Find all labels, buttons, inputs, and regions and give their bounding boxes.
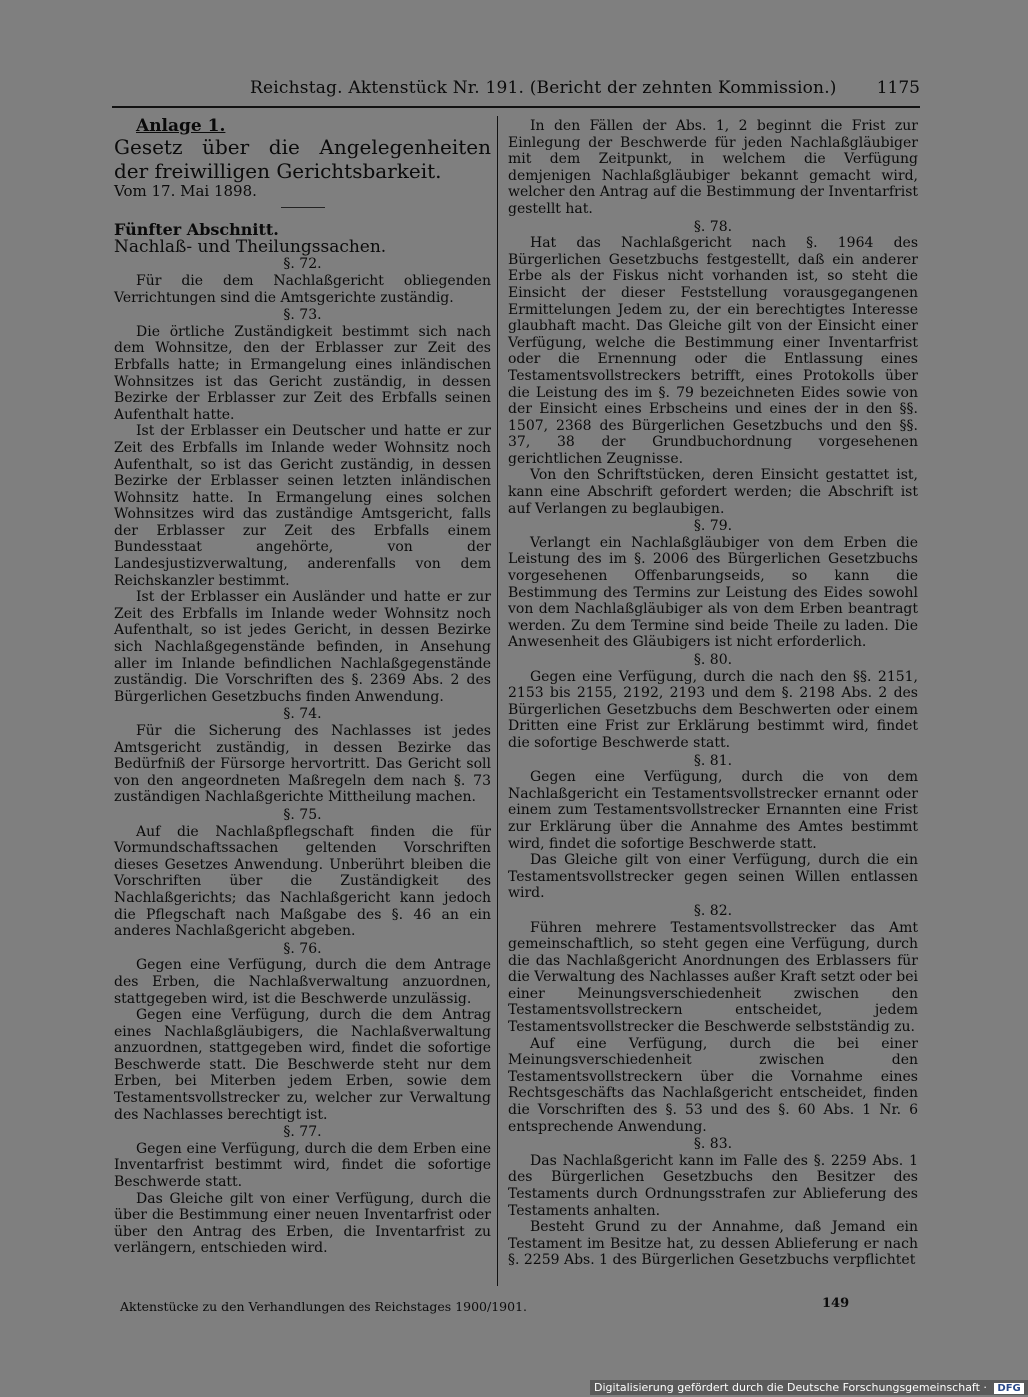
title-separator — [281, 207, 325, 208]
paragraph-82-heading: §. 82. — [693, 902, 733, 919]
paragraph-77-text-2: Das Gleiche gilt von einer Verfügung, durch die über die Bestimmung einer neuen Inventarfrist oder über den Antrag des Erben, die Inventarfrist zu verlängern, entschieden wird. — [114, 1190, 491, 1257]
law-date: Vom 17. Mai 1898. — [114, 181, 257, 200]
paragraph-82-text-1: Führen mehrere Testamentsvollstrecker das Amt gemeinschaftlich, so steht gegen eine Verfügung, durch die das Nachlaßgericht Anordnungen des Erblassers für die Verwaltung des Nachlasses außer Kraft setzt oder bei einer Meinungsverschiedenheit zwischen den Testamentsvollstreckern entscheidet, jedem Testamentsvollstrecker die Beschwerde selbstständig zu. — [508, 919, 918, 1036]
paragraph-80-text: Gegen eine Verfügung, durch die nach den §§. 2151, 2153 bis 2155, 2192, 2193 und dem §. 2198 Abs. 2 des Bürgerlichen Gesetzbuchs dem Beschwerten oder einem Dritten eine Frist zur Erklärung bestimmt wird, findet die sofortige Beschwerde statt. — [508, 668, 918, 751]
dfg-logo[interactable]: DFG — [994, 1383, 1023, 1394]
paragraph-72-heading: §. 72. — [283, 256, 322, 273]
paragraph-73-heading: §. 73. — [283, 307, 322, 324]
paragraph-75-text: Auf die Nachlaßpflegschaft finden die für Vormundschaftssachen geltenden Vorschriften dieses Gesetzes Anwendung. Unberührt bleiben die Vorschriften über die Zuständigkeit des Nachlaßgerichts; das Nachlaßgericht kann jedoch die Pflegschaft nach Maßgabe des §. 46 an ein anderes Nachlaßgericht abgeben. — [114, 823, 491, 940]
anlage-heading: Anlage 1. — [136, 116, 226, 136]
paragraph-79-text: Verlangt ein Nachlaßgläubiger von dem Erben die Leistung des im §. 2006 des Bürgerlichen Gesetzbuchs vorgesehenen Offenbarungseids, so kann die Bestimmung des Termins zur Leistung des Eides sowohl von dem Nachlaßgläubiger als von dem Erben beantragt werden. Zu dem Termine sind beide Theile zu laden. Die Anwesenheit des Gläubigers ist nicht erforderlich. — [508, 534, 918, 651]
paragraph-75-heading: §. 75. — [283, 806, 322, 823]
paragraph-76-heading: §. 76. — [283, 940, 322, 957]
paragraph-73-text-1: Die örtliche Zuständigkeit bestimmt sich nach dem Wohnsitze, den der Erblasser zur Zeit des Erbfalls hatte; in Ermangelung eines inländischen Wohnsitzes ist das Gericht zuständig, in dessen Bezirke der Erblasser zur Zeit des Erbfalls seinen Aufenthalt hatte. — [114, 323, 491, 423]
paragraph-73-text-2: Ist der Erblasser ein Deutscher und hatte er zur Zeit des Erbfalls im Inlande weder Wohnsitz noch Aufenthalt, so ist das Gericht zuständig, in dessen Bezirke der Erblasser seinen letzten inländischen Wohnsitz hatte. In Ermangelung eines solchen Wohnsitzes wird das zuständige Amtsgericht, falls der Erblasser zur Zeit des Erbfalls einem Bundesstaat angehörte, von der Landesjustizverwaltung, anderenfalls von dem Reichskanzler bestimmt. — [114, 423, 491, 589]
header-page-number: 1175 — [876, 78, 920, 98]
paragraph-78-heading: §. 78. — [693, 218, 733, 235]
paragraph-79-heading: §. 79. — [693, 518, 733, 535]
page-header — [110, 78, 920, 104]
header-title: Reichstag. Aktenstück Nr. 191. (Bericht der zehnten Kommission.) — [250, 78, 837, 98]
paragraph-74-text: Für die Sicherung des Nachlasses ist jedes Amtsgericht zuständig, in dessen Bezirke das Bedürfniß der Fürsorge hervortritt. Das Gericht soll von den angeordneten Maßregeln dem nach §. 73 zuständigen Nachlaßgerichte Mittheilung machen. — [114, 723, 491, 806]
paragraph-83-text-1: Das Nachlaßgericht kann im Falle des §. 2259 Abs. 1 des Bürgerlichen Gesetzbuchs den Besitzer des Testaments durch Ordnungsstrafen zur Ablieferung des Testaments anhalten. — [508, 1152, 918, 1219]
paragraph-77-heading: §. 77. — [283, 1124, 322, 1141]
paragraph-82-text-2: Auf eine Verfügung, durch die bei einer Meinungsverschiedenheit zwischen den Testamentsvollstreckern über die Vornahme eines Rechtsgeschäfts das Nachlaßgericht entscheidet, finden die Vorschriften des §. 53 und des §. 60 Abs. 1 Nr. 6 entsprechende Anwendung. — [508, 1035, 918, 1135]
section-subheading: Nachlaß- und Theilungssachen. — [114, 236, 387, 257]
paragraph-74-heading: §. 74. — [283, 706, 322, 723]
paragraph-83-heading: §. 83. — [693, 1136, 733, 1153]
column-divider — [497, 116, 498, 1286]
paragraph-76-text-1: Gegen eine Verfügung, durch die dem Antrage des Erben, die Nachlaßverwaltung anzuordnen, stattgegeben wird, ist die Beschwerde unzulässig. — [114, 957, 491, 1007]
paragraph-78-text-1: Hat das Nachlaßgericht nach §. 1964 des Bürgerlichen Gesetzbuchs festgestellt, daß ein anderer Erbe als der Fiskus nicht vorhanden ist, so steht die Einsicht der dieser Feststellung vorausgegangenen Ermittelungen Jedem zu, der ein berechtigtes Interesse glaubhaft macht. Das Gleiche gilt von der Einsicht einer Verfügung, welche die Bestimmung einer Inventarfrist oder die Ernennung oder die Entlassung eines Testamentsvollstreckers betrifft, eines Protokolls über die Leistung des im §. 79 bezeichneten Eides sowie von der Einsicht eines Erbscheins und eines der in den §§. 1507, 2368 des Bürgerlichen Gesetzbuchs und den §§. 37, 38 der Grundbuchordnung vorgesehenen gerichtlichen Zeugnisse. — [508, 235, 918, 467]
paragraph-73-text-3: Ist der Erblasser ein Ausländer und hatte er zur Zeit des Erbfalls im Inlande weder Wohnsitz noch Aufenthalt, so ist jedes Gericht, in dessen Bezirke sich Nachlaßgegenstände befinden, in Ansehung aller im Inlande befindlichen Nachlaßgegenstände zuständig. Die Vorschriften des §. 2369 Abs. 2 des Bürgerlichen Gesetzbuchs finden Anwendung. — [114, 589, 491, 705]
paragraph-77-text-1: Gegen eine Verfügung, durch die dem Erben eine Inventarfrist bestimmt wird, findet die sofortige Beschwerde statt. — [114, 1140, 491, 1191]
paragraph-72-text: Für die dem Nachlaßgericht obliegenden Verrichtungen sind die Amtsgerichte zuständig. — [114, 272, 491, 306]
paragraph-78-text-2: Von den Schriftstücken, deren Einsicht gestattet ist, kann eine Abschrift gefordert werden; die Abschrift ist auf Verlangen zu beglaubigen. — [508, 467, 918, 517]
paragraph-81-text-1: Gegen eine Verfügung, durch die von dem Nachlaßgericht ein Testamentsvollstrecker ernannt oder einem zum Testamentsvollstrecker Ernannten eine Frist zur Erklärung über die Annahme des Amtes bestimmt wird, findet die sofortige Beschwerde statt. — [508, 769, 918, 852]
paragraph-83-text-2: Besteht Grund zu der Annahme, daß Jemand ein Testament im Besitze hat, zu dessen Ablieferung er nach §. 2259 Abs. 1 des Bürgerlichen Gesetzbuchs verpflichtet — [508, 1219, 918, 1269]
paragraph-81-text-2: Das Gleiche gilt von einer Verfügung, durch die ein Testamentsvollstrecker gegen seinen Willen entlassen wird. — [508, 852, 918, 902]
paragraph-76-text-2: Gegen eine Verfügung, durch die dem Antrag eines Nachlaßgläubigers, die Nachlaßverwaltung anzuordnen, stattgegeben wird, findet die sofortige Beschwerde statt. Die Beschwerde steht nur dem Erben, bei Miterben jedem Erben, sowie dem Testamentsvollstrecker zu, welcher zur Verwaltung des Nachlasses berechtigt ist. — [114, 1007, 491, 1123]
header-rule — [112, 106, 920, 108]
left-column — [114, 118, 491, 1257]
dfg-credit-text: Digitalisierung gefördert durch die Deutsche Forschungsgemeinschaft · — [594, 1381, 987, 1394]
paragraph-81-heading: §. 81. — [693, 752, 733, 769]
section-heading: Fünfter Abschnitt. — [114, 220, 279, 240]
footer-source: Aktenstücke zu den Verhandlungen des Reichstages 1900/1901. — [120, 1299, 528, 1314]
sheet-number: 149 — [822, 1296, 850, 1311]
paragraph-77-text-3: In den Fällen der Abs. 1, 2 beginnt die Frist zur Einlegung der Beschwerde für jeden Nachlaßgläubiger mit dem Zeitpunkt, in welchem die Verfügung demjenigen Nachlaßgläubiger bekannt gemacht wird, welcher den Antrag auf die Bestimmung der Inventarfrist gestellt hat. — [508, 118, 918, 217]
law-title: Gesetz über die Angelegenheiten der freiwilligen Gerichtsbarkeit. — [114, 134, 491, 183]
right-column — [508, 118, 918, 1269]
paragraph-80-heading: §. 80. — [693, 652, 733, 668]
dfg-credit-bar — [590, 1380, 1028, 1395]
